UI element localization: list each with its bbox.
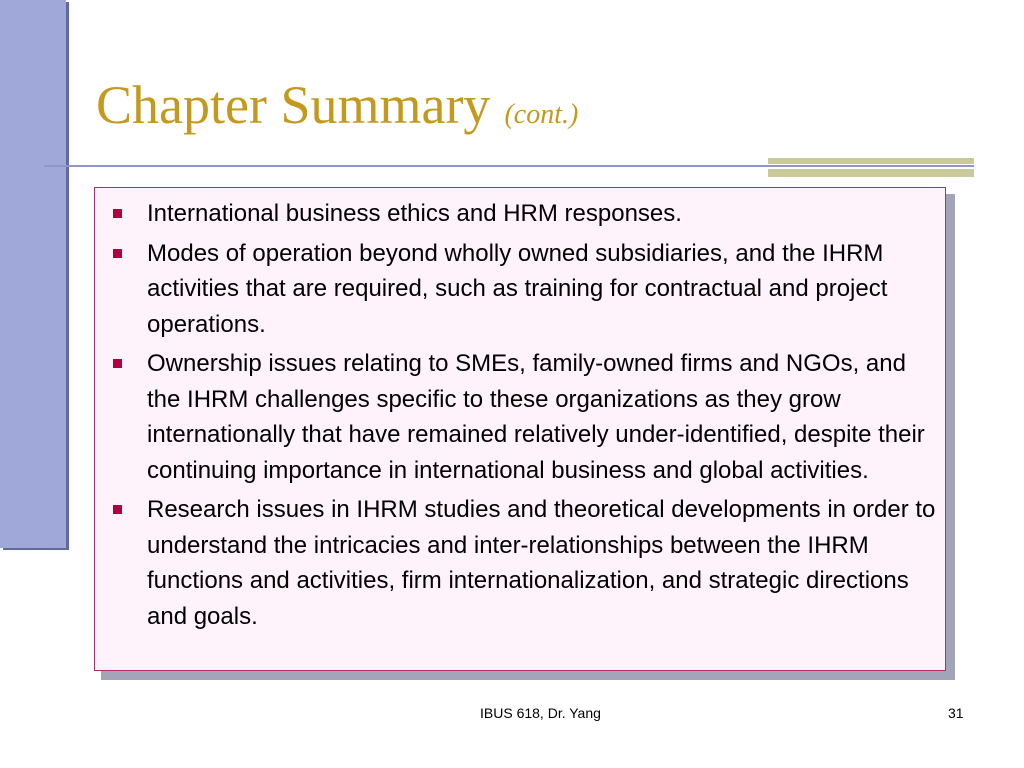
gold-accent-bars xyxy=(768,158,974,178)
bullet-text: Ownership issues relating to SMEs, family-owned firms and NGOs, and the IHRM challenges specific to these organizations as they grow internationally that have remained relatively under-identified, despite their continuing importance in international business and global activities. xyxy=(147,350,925,484)
square-bullet-icon xyxy=(113,359,122,368)
slide-title-suffix: (cont.) xyxy=(504,99,579,130)
slide-title xyxy=(96,74,578,136)
bullet-text: Modes of operation beyond wholly owned subsidiaries, and the IHRM activities that are required, such as training for contractual and project operations. xyxy=(147,239,888,338)
bullet-item xyxy=(95,236,937,343)
gold-accent-bar-bottom xyxy=(768,169,974,177)
slide-footer: IBUS 618, Dr. Yang xyxy=(480,705,601,721)
side-accent-bar xyxy=(0,0,66,548)
bullet-item xyxy=(95,196,937,232)
square-bullet-icon xyxy=(113,209,122,218)
content-box xyxy=(94,187,946,671)
gold-accent-bar-top xyxy=(768,158,974,164)
square-bullet-icon xyxy=(113,249,122,258)
bullet-item xyxy=(95,492,937,634)
page-number: 31 xyxy=(948,705,964,721)
slide-title-main: Chapter Summary xyxy=(96,75,491,135)
bullet-item xyxy=(95,346,937,488)
bullet-list xyxy=(95,188,945,634)
bullet-text: International business ethics and HRM responses. xyxy=(147,200,682,227)
bullet-text: Research issues in IHRM studies and theoretical developments in order to understand the intricacies and inter-relationships between the IHRM functions and activities, firm internationalization, and strategic directions and goals. xyxy=(147,496,936,630)
square-bullet-icon xyxy=(113,505,122,514)
